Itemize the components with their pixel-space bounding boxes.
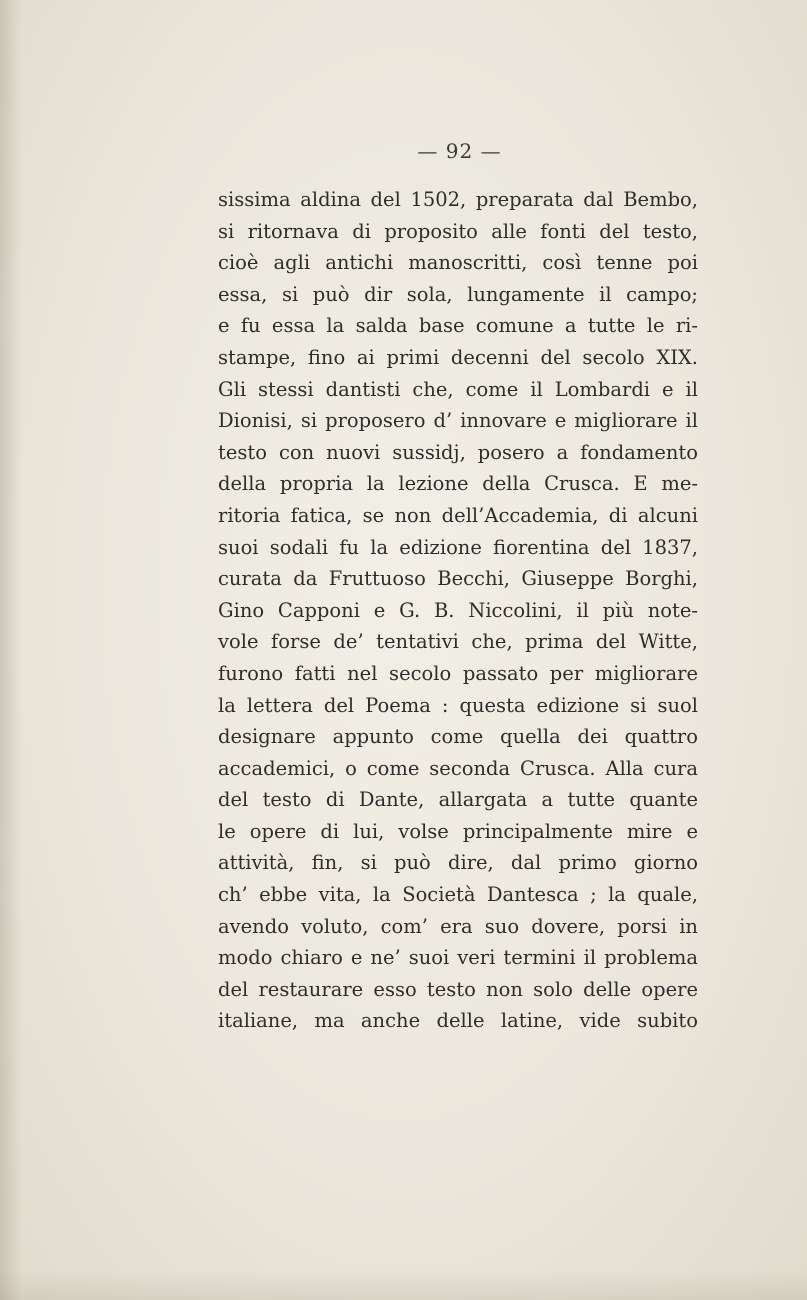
text-line: Gli stessi dantisti che, come il Lombardi e il [218,377,698,401]
text-line: Gino Capponi e G. B. Niccolini, il più note- [218,598,698,622]
text-line: avendo voluto, com’ era suo dovere, porsi in [218,914,698,938]
body-text [218,184,698,1037]
text-line: stampe, fino ai primi decenni del secolo XIX. [218,345,698,369]
text-line: curata da Fruttuoso Becchi, Giuseppe Borghi, [218,567,698,591]
page-number: — 92 — [417,139,502,163]
text-line: designare appunto come quella dei quattro [218,725,698,749]
page-bottom-shadow [0,1270,807,1300]
text-line: la lettera del Poema : questa edizione si suol [218,693,698,717]
text-line: italiane, ma anche delle latine, vide subito [218,1009,698,1033]
text-line: furono fatti nel secolo passato per migliorare [218,661,698,685]
text-line: attività, fin, si può dire, dal primo giorno [218,851,698,875]
text-line: ritoria fatica, se non dell’Accademia, di alcuni [218,503,698,527]
text-line: accademici, o come seconda Crusca. Alla cura [218,756,698,780]
text-line: le opere di lui, volse principalmente mire e [218,819,698,843]
text-line: del restaurare esso testo non solo delle opere [218,977,698,1001]
text-line: del testo di Dante, allargata a tutte quante [218,788,698,812]
text-line: ch’ ebbe vita, la Società Dantesca ; la quale, [218,883,698,907]
text-line: e fu essa la salda base comune a tutte le ri- [218,314,698,338]
text-line: sissima aldina del 1502, preparata dal Bembo, [218,188,698,211]
text-line: vole forse de’ tentativi che, prima del Witte, [218,630,698,654]
text-line: modo chiaro e ne’ suoi veri termini il problema [218,946,698,970]
page-edge-shadow [0,0,22,1300]
text-line: suoi sodali fu la edizione fiorentina del 1837, [218,535,698,559]
text-line: testo con nuovi sussidj, posero a fondamento [218,440,698,464]
text-line: essa, si può dir sola, lungamente il campo; [218,282,698,306]
text-line: si ritornava di proposito alle fonti del testo, [218,219,698,243]
text-line: Dionisi, si proposero d’ innovare e migliorare il [218,409,698,433]
text-line: della propria la lezione della Crusca. E me- [218,472,698,496]
text-line: cioè agli antichi manoscritti, così tenne poi [218,251,698,275]
